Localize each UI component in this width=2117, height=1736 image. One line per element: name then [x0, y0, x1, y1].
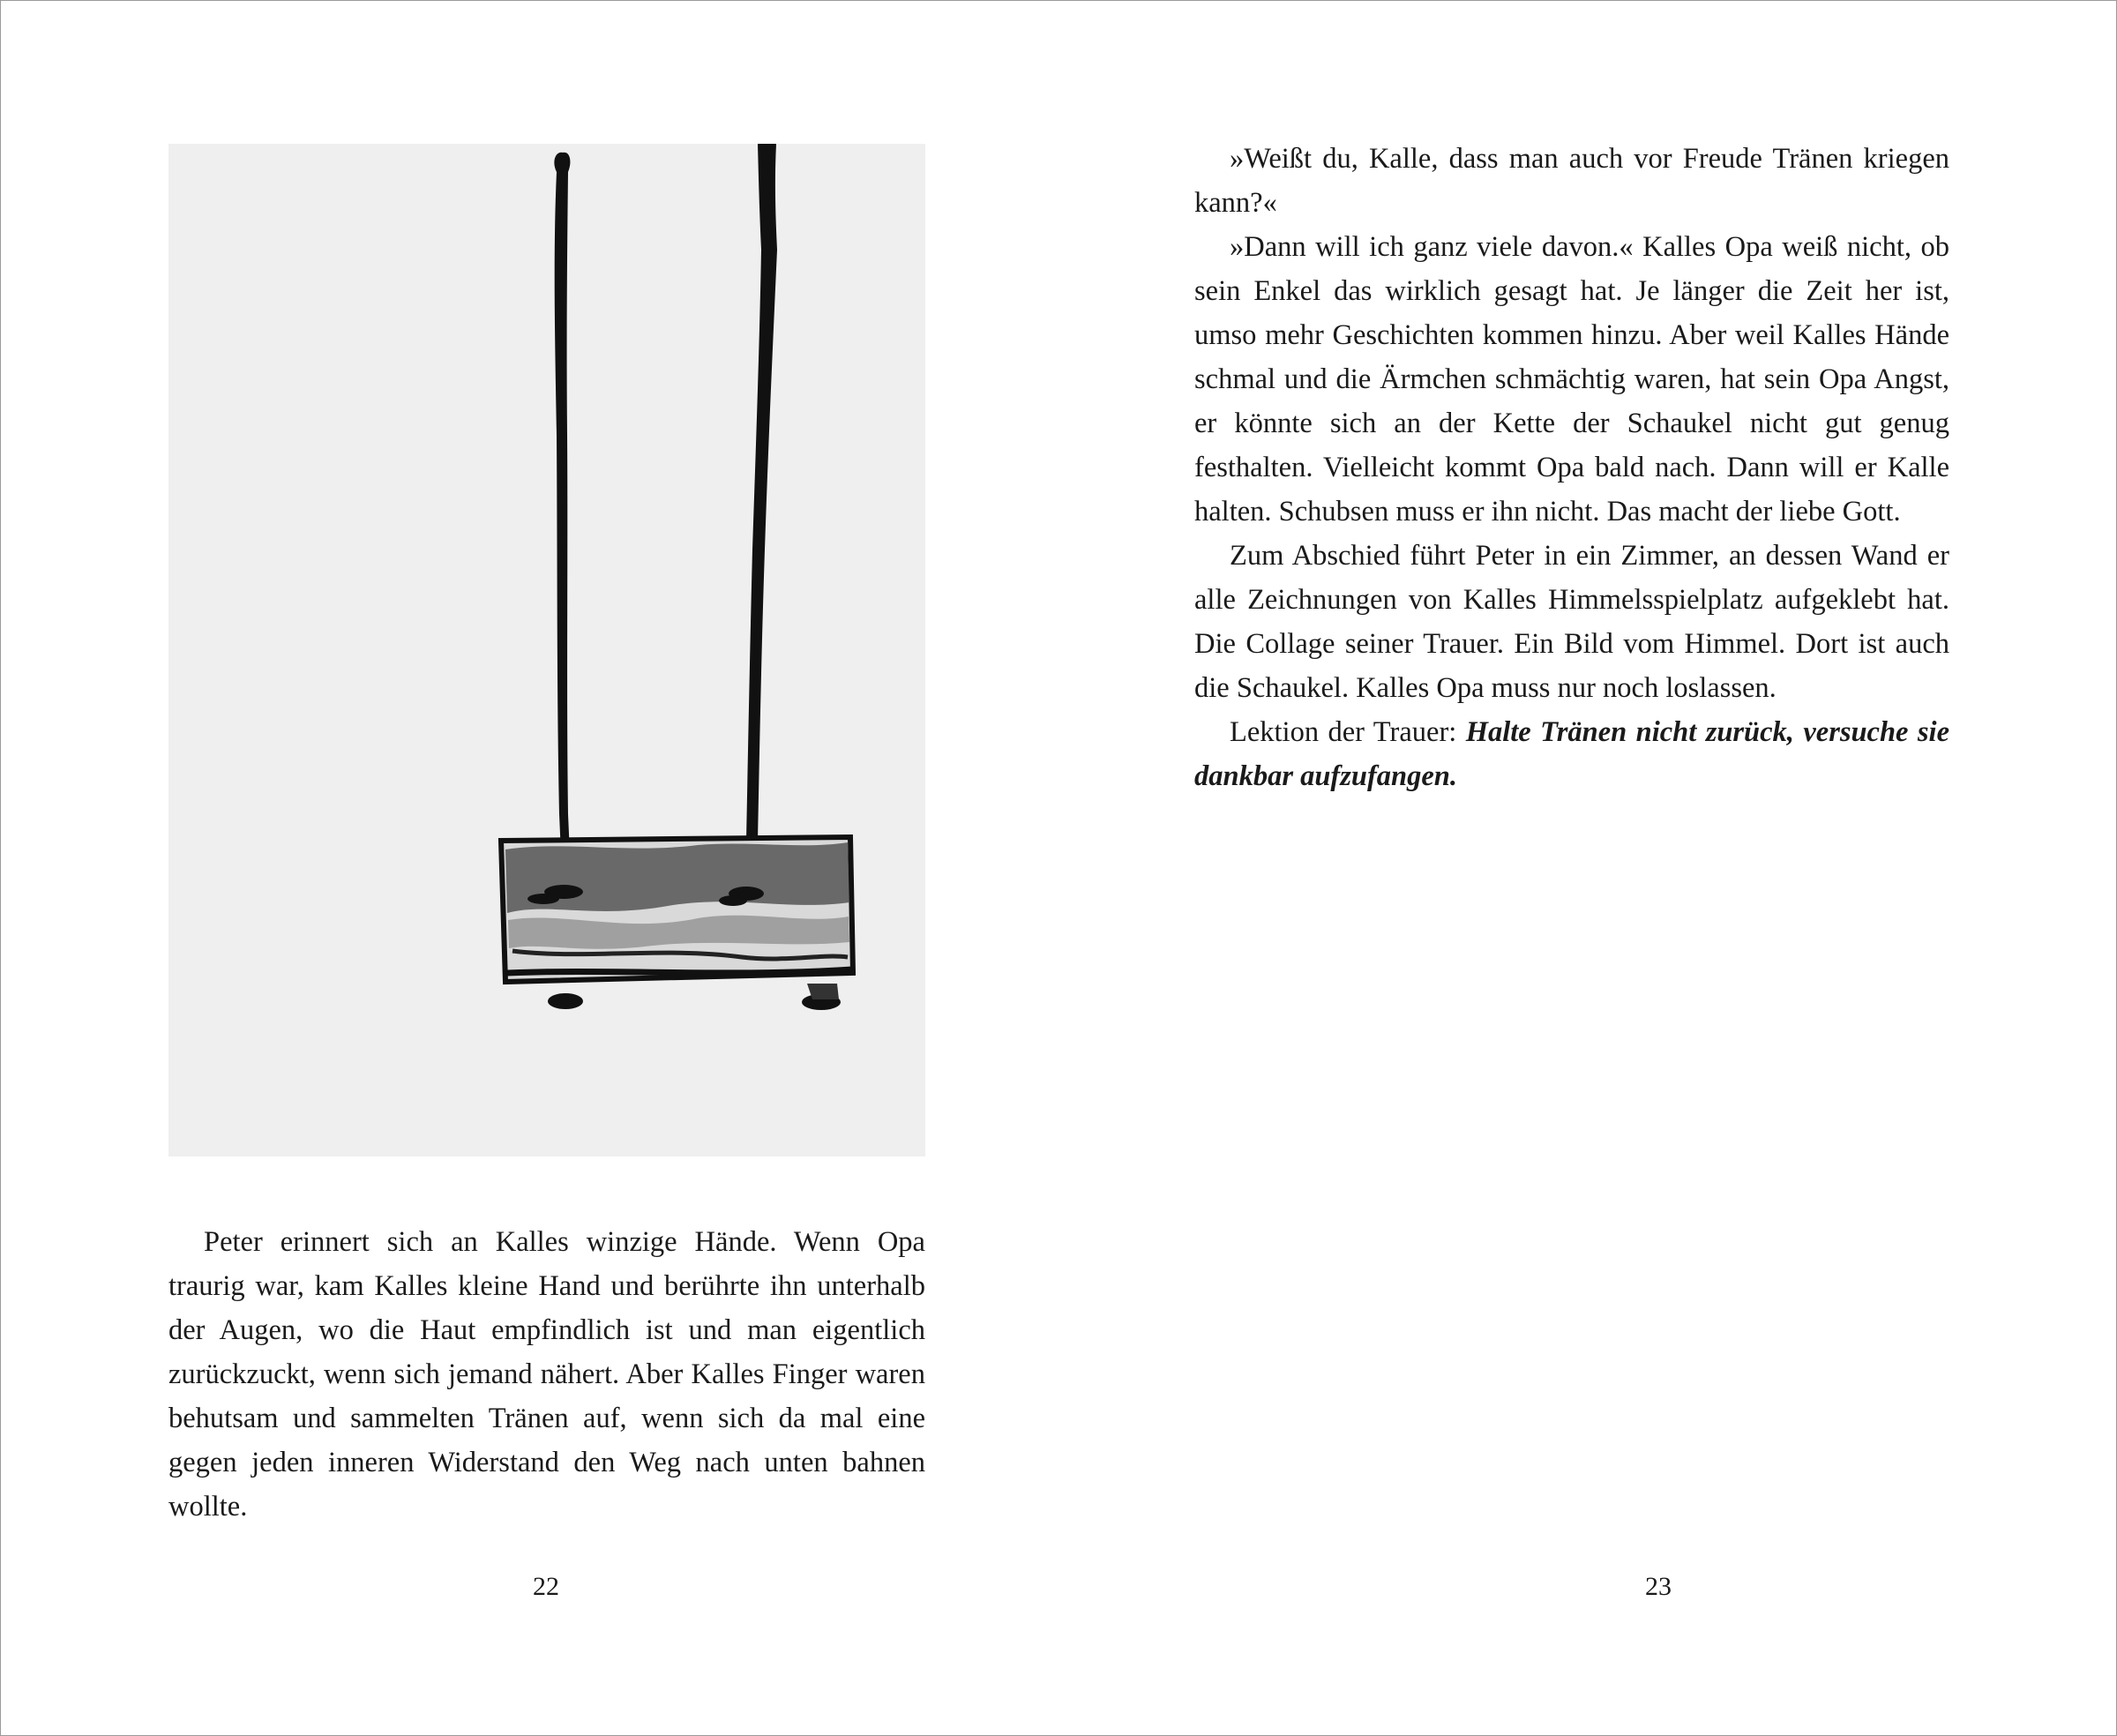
- lesson-emphasis: Halte Tränen nicht zurück, versuche sie dankbar aufzufangen.: [1194, 716, 1949, 792]
- swing-drawing: [168, 144, 925, 1156]
- lesson-paragraph: [1194, 710, 1949, 798]
- paragraph-1: »Weißt du, Kalle, dass man auch vor Freude Tränen kriegen kann?«: [1194, 143, 1949, 219]
- paragraph-3: Zum Abschied führt Peter in ein Zimmer, an dessen Wand er alle Zeichnungen von Kalles Himmelsspielplatz aufgeklebt hat. Die Collage seiner Trauer. Ein Bild vom Himmel. Dort ist auch die Schaukel. Kalles Opa muss nur noch loslassen.: [1194, 540, 1949, 704]
- right-page: [1058, 1, 2116, 1735]
- left-page-text: [168, 1220, 925, 1529]
- right-page-text: [1194, 137, 1949, 798]
- page-number-right: 23: [1645, 1572, 1672, 1601]
- paragraph: Peter erinnert sich an Kalles winzige Hände. Wenn Opa traurig war, kam Kalles kleine Hand und berührte ihn unterhalb der Augen, wo die Haut empfindlich ist und man eigentlich zurückzuckt, wenn sich jemand nähert. Aber Kalles Finger waren behutsam und sammelten Tränen auf, wenn sich da mal eine gegen jeden inneren Widerstand den Weg nach unten bahnen wollte.: [168, 1226, 925, 1523]
- left-page: [1, 1, 1058, 1735]
- lesson-prefix: Lektion der Trauer:: [1230, 716, 1466, 748]
- paragraph-2: »Dann will ich ganz viele davon.« Kalles Opa weiß nicht, ob sein Enkel das wirklich gesagt hat. Je länger die Zeit her ist, umso mehr Geschichten kommen hinzu. Aber weil Kalles Hände schmal und die Ärmchen schmächtig waren, hat sein Opa Angst, er könnte sich an der Kette der Schaukel nicht gut genug festhalten. Vielleicht kommt Opa bald nach. Dann will er Kalle halten. Schubsen muss er ihn nicht. Das macht der liebe Gott.: [1194, 231, 1949, 528]
- swing-illustration: [168, 144, 925, 1156]
- page-number-left: 22: [533, 1572, 559, 1601]
